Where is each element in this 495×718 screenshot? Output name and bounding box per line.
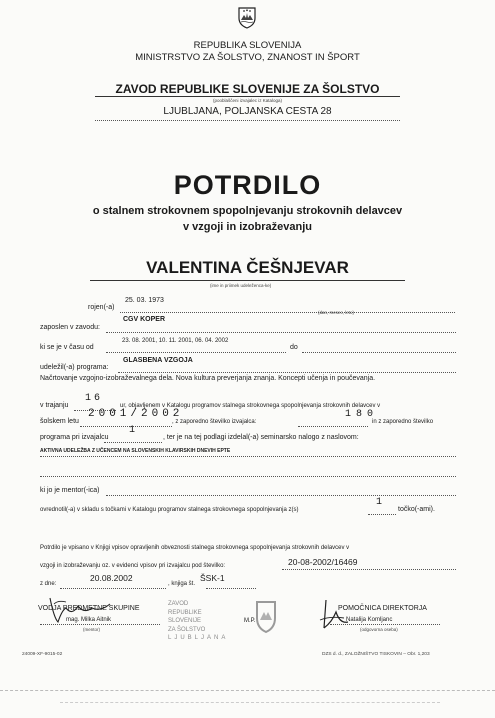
- born-hint: (dan, mesec, leto): [318, 310, 355, 315]
- school-year-value: 2001/2002: [88, 408, 184, 420]
- points-value: 1: [376, 497, 383, 508]
- institute-hint: (pooblaščeni izvajalec iz Kataloga): [212, 98, 283, 103]
- born-value: 25. 03. 1973: [125, 297, 164, 304]
- right-signer-name: Natalija Komljanc: [346, 617, 393, 623]
- period-value: 23. 08. 2001, 10. 11. 2001, 06. 04. 2002: [122, 338, 229, 344]
- stamp-line: ZAVOD: [168, 601, 189, 607]
- left-signer-name: mag. Milka Aitnik: [66, 617, 112, 623]
- register-number-value: 20-08-2002/16469: [288, 557, 358, 567]
- task-value: AKTIVNA UDELEŽBA Z UČENCEM NA SLOVENSKIH KLAVIRSKIH DNEVIH EPTE: [40, 448, 231, 454]
- register-date-label: z dne:: [40, 581, 57, 587]
- register-book-label: , knjiga št.: [168, 581, 196, 587]
- stamp-line: SLOVENIJE: [168, 618, 202, 624]
- stamp-mp: M.P.: [244, 618, 256, 624]
- stamp-line: LJUBLJANA: [168, 635, 229, 641]
- register-text-1: Potrdilo je vpisano v Knjigi vpisov opravljenih obveznosti stalnega strokovnega spopolnjevanja strokovnih delavcev v: [40, 545, 350, 551]
- left-signer-hint: (mentor): [83, 627, 101, 632]
- number-suffix: in z zaporedno številko: [372, 419, 434, 425]
- institute-name: ZAVOD REPUBLIKE SLOVENIJE ZA ŠOLSTVO: [115, 82, 380, 96]
- hours-value: 16: [85, 393, 104, 404]
- document-subtitle-2: v vzgoji in izobraževanju: [183, 221, 312, 233]
- program-label: udeležil(-a) programa:: [40, 364, 109, 371]
- program-number-value: 1: [129, 425, 136, 436]
- program-number-label: programa pri izvajalcu: [40, 434, 109, 441]
- number-label: , z zaporedno številko izvajalca:: [172, 419, 257, 425]
- mentor-label: ki jo je mentor(-ica): [40, 487, 100, 494]
- duration-prefix: v trajanju: [40, 402, 69, 409]
- publisher-note: DZS d. d., ZALOŽNIŠTVO TISKOVIN – Obr. 1,203: [322, 652, 430, 657]
- coat-of-arms-icon: [238, 7, 256, 29]
- mentor-assessed-label: ovrednotil(-a) v skladu s točkami v Katalogu programov stalnega strokovnega spopolnjevanja z(s): [40, 507, 299, 513]
- program-value: GLASBENA VZGOJA: [123, 357, 193, 364]
- ministry-heading: MINISTRSTVO ZA ŠOLSTVO, ZNANOST IN ŠPORT: [135, 52, 360, 63]
- duration-text: ur, objavljenem v Katalogu programov stalnega strokovnega spopolnjevanja strokovnih delavcev v: [120, 403, 381, 409]
- register-text-2: vzgoji in izobraževanju oz. v evidenci vpisov pri izvajalcu pod številko:: [40, 563, 226, 569]
- program-description: Načrtovanje vzgojno-izobraževalnega dela. Nova kultura preverjanja znanja. Koncepti učenja in poučevanja.: [40, 375, 376, 382]
- stamp-emblem-icon: [255, 600, 277, 634]
- institute-address: LJUBLJANA, POLJANSKA CESTA 28: [163, 106, 332, 117]
- document-subtitle: o stalnem strokovnem spopolnjevanju strokovnih delavcev: [92, 205, 403, 217]
- born-label: rojen(-a): [88, 304, 115, 311]
- stamp-line: REPUBLIKE: [168, 609, 202, 616]
- document-title: POTRDILO: [173, 170, 322, 200]
- official-stamp: [168, 600, 240, 648]
- register-book-value: ŠSK-1: [200, 573, 225, 583]
- right-signer-hint: (odgovorna oseba): [360, 627, 398, 632]
- stamp-line: ZA ŠOLSTVO: [168, 626, 206, 633]
- employed-value: CGV KOPER: [123, 316, 166, 323]
- period-label: ki se je v času od: [40, 344, 94, 351]
- right-signer-title: POMOČNICA DIREKTORJA: [338, 605, 427, 612]
- right-signature-scribble: [318, 598, 354, 632]
- recipient-name-hint: (ime in priimek udeleženca-ke): [210, 283, 272, 288]
- period-to-label: do: [290, 344, 298, 351]
- register-date-value: 20.08.2002: [90, 573, 133, 583]
- republic-heading: REPUBLIKA SLOVENIJA: [193, 40, 302, 51]
- school-year-label: šolskem letu: [40, 418, 79, 425]
- left-signer-title: VODJA PREDMETNE SKUPINE: [38, 605, 140, 612]
- recipient-name: VALENTINA ČEŠNJEVAR: [146, 258, 349, 277]
- form-code: 24009-XF-9015-02: [22, 652, 63, 657]
- employed-label: zaposlen v zavodu:: [40, 324, 100, 331]
- task-label: , ter je na tej podlagi izdelal(-a) seminarsko nalogo z naslovom:: [163, 434, 359, 441]
- number-value: 180: [345, 409, 379, 420]
- points-suffix: točko(-ami).: [398, 506, 435, 513]
